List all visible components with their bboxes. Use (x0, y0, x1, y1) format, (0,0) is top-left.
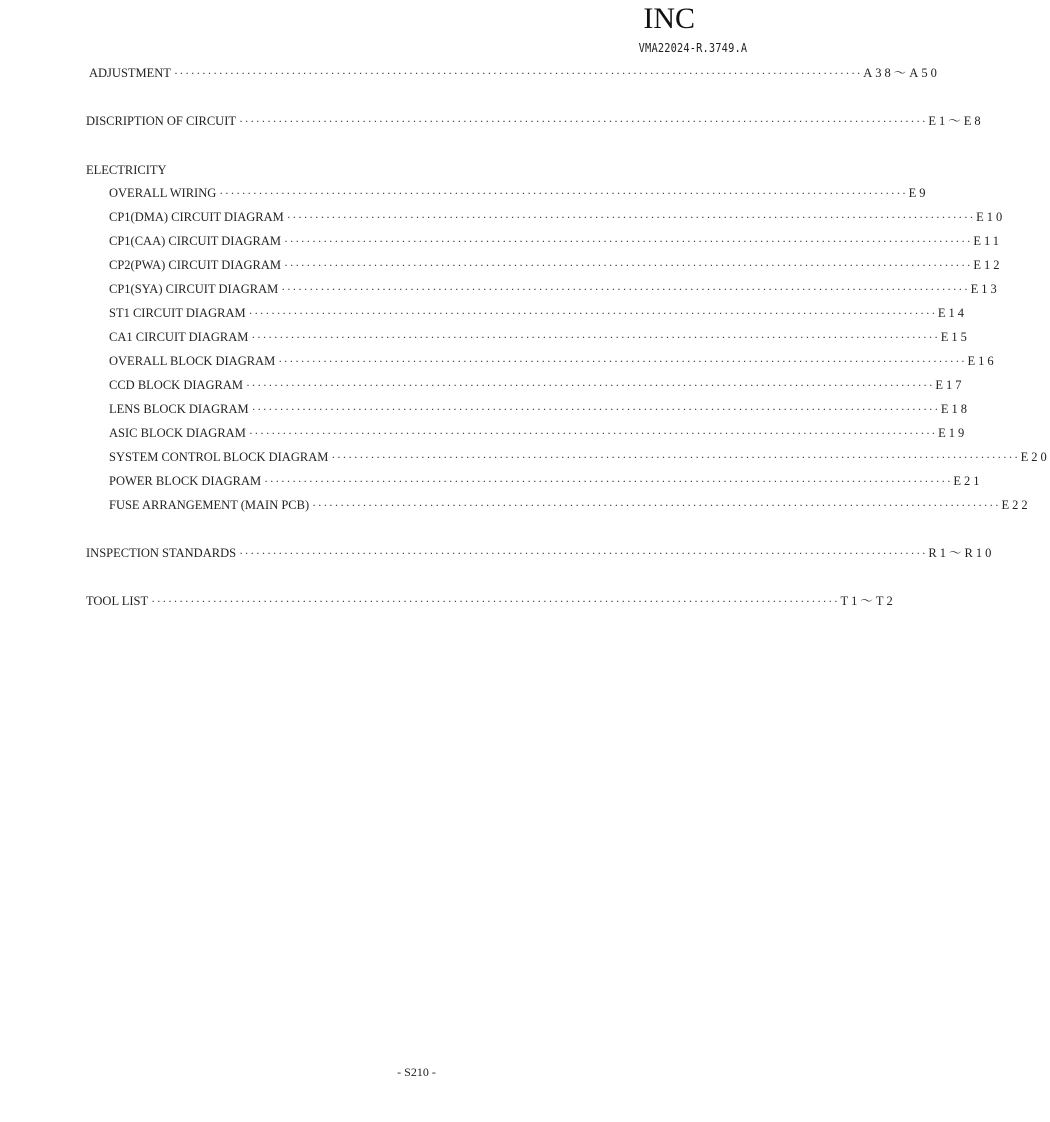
toc-entry-page: E19 (938, 426, 968, 440)
toc-leader: ··························································································································· (246, 378, 935, 392)
toc-entry-electricity-item[interactable] (109, 496, 1031, 514)
toc-leader: ··························································································································· (151, 594, 840, 608)
toc-leader: ··························································································································· (239, 546, 928, 560)
toc-entry-title: FUSE ARRANGEMENT (MAIN PCB) (109, 498, 310, 512)
toc-leader: ··························································································································· (284, 258, 973, 272)
toc-entry-electricity-item[interactable] (109, 376, 965, 394)
toc-entry-tool-list[interactable] (86, 592, 896, 610)
toc-leader: ··························································································································· (251, 402, 940, 416)
document-number: VMA22024-R.3749.A (638, 41, 747, 55)
toc-entry-page: T1～T2 (840, 594, 896, 608)
toc-entry-title: ASIC BLOCK DIAGRAM (109, 426, 246, 440)
toc-entry-page: E22 (1001, 498, 1031, 512)
toc-leader: ··························································································································· (251, 330, 940, 344)
toc-entry-electricity-item[interactable] (109, 208, 1006, 226)
toc-entry-title: INSPECTION STANDARDS (86, 546, 237, 560)
toc-leader: ··························································································································· (264, 474, 953, 488)
toc-entry-page: E1～E8 (928, 114, 984, 128)
toc-entry-title: POWER BLOCK DIAGRAM (109, 474, 262, 488)
section-heading-electricity: ELECTRICITY (86, 163, 167, 177)
toc-entry-page: E21 (953, 474, 983, 488)
toc-leader: ··························································································································· (173, 66, 863, 80)
toc-leader: ··························································································································· (239, 114, 928, 128)
toc-entry-electricity-item[interactable] (109, 304, 968, 322)
toc-entry-title: OVERALL BLOCK DIAGRAM (109, 354, 276, 368)
toc-entry-page: E9 (908, 186, 929, 200)
toc-entry-electricity-item[interactable] (109, 256, 1003, 274)
toc-entry-adjustment[interactable] (89, 64, 940, 82)
toc-entry-title: DISCRIPTION OF CIRCUIT (86, 114, 237, 128)
toc-entry-title: CP1(CAA) CIRCUIT DIAGRAM (109, 234, 282, 248)
toc-entry-inspection-standards[interactable] (86, 544, 995, 562)
toc-entry-page: E20 (1020, 450, 1050, 464)
toc-entry-electricity-item[interactable] (109, 352, 997, 370)
toc-entry-title: CCD BLOCK DIAGRAM (109, 378, 244, 392)
toc-leader: ··························································································································· (284, 234, 973, 248)
toc-entry-title: SYSTEM CONTROL BLOCK DIAGRAM (109, 450, 329, 464)
toc-leader: ··························································································································· (286, 210, 976, 224)
toc-entry-title: TOOL LIST (86, 594, 149, 608)
toc-entry-electricity-item[interactable] (109, 280, 1000, 298)
toc-leader: ··························································································································· (248, 426, 938, 440)
toc-entry-title: CP1(DMA) CIRCUIT DIAGRAM (109, 210, 284, 224)
toc-entry-page: E10 (976, 210, 1006, 224)
toc-entry-title: CP2(PWA) CIRCUIT DIAGRAM (109, 258, 282, 272)
toc-entry-electricity-item[interactable] (109, 448, 1050, 466)
toc-entry-page: E12 (973, 258, 1003, 272)
toc-leader: ··························································································································· (278, 354, 967, 368)
toc-entry-page: E14 (937, 306, 968, 320)
toc-entry-title: ADJUSTMENT (89, 66, 171, 80)
toc-leader: ··························································································································· (331, 450, 1020, 464)
brand-name: INC (643, 2, 695, 35)
toc-leader: ··························································································································· (312, 498, 1001, 512)
toc-leader: ··························································································································· (248, 306, 937, 320)
toc-entry-page: E15 (940, 330, 970, 344)
toc-entry-page: A38～A50 (863, 66, 940, 80)
toc-entry-electricity-item[interactable] (109, 424, 968, 442)
toc-entry-electricity-item[interactable] (109, 184, 929, 202)
toc-entry-electricity-item[interactable] (109, 472, 983, 490)
toc-leader: ··························································································································· (281, 282, 970, 296)
toc-entry-title: OVERALL WIRING (109, 186, 217, 200)
toc-entry-page: E16 (967, 354, 997, 368)
toc-entry-page: E17 (935, 378, 965, 392)
toc-entry-title: CP1(SYA) CIRCUIT DIAGRAM (109, 282, 279, 296)
toc-entry-electricity-item[interactable] (109, 232, 1003, 250)
toc-entry-electricity-item[interactable] (109, 400, 971, 418)
toc-entry-circuit-description[interactable] (86, 112, 984, 130)
toc-entry-page: E18 (940, 402, 971, 416)
toc-entry-title: ST1 CIRCUIT DIAGRAM (109, 306, 246, 320)
toc-entry-page: E11 (973, 234, 1003, 248)
toc-entry-page: R1～R10 (928, 546, 995, 560)
page-number-footer: - S210 - (397, 1065, 436, 1079)
toc-entry-electricity-item[interactable] (109, 328, 970, 346)
toc-entry-page: E13 (970, 282, 1000, 296)
toc-leader: ··························································································································· (219, 186, 908, 200)
toc-entry-title: LENS BLOCK DIAGRAM (109, 402, 249, 416)
toc-entry-title: CA1 CIRCUIT DIAGRAM (109, 330, 249, 344)
